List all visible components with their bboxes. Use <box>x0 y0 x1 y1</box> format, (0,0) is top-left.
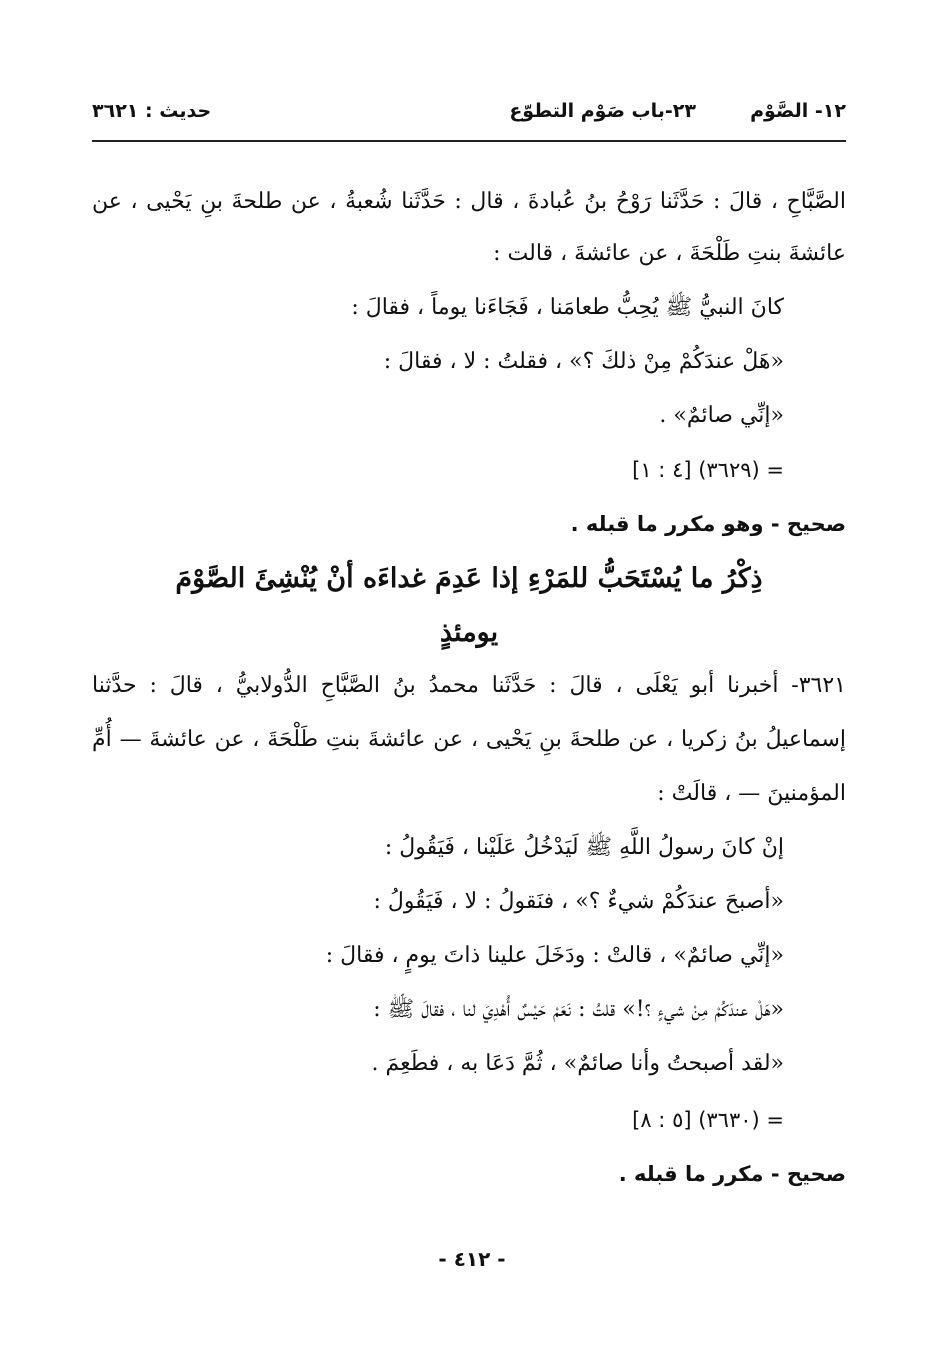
quote-line: «إنِّي صائمٌ» . <box>659 403 784 428</box>
hadith-number: حديث : ٣٦٢١ <box>92 100 212 122</box>
chapter-heading: ذِكْرُ ما يُسْتَحَبُّ للمَرْءِ إذا عَدِمَ غداءَه أنْ يُنْشِئَ الصَّوْمَ <box>175 563 763 594</box>
quote-line: «أصبحَ عندَكُمْ شيءٌ ؟» ، فنَقولُ : لا ، فَيَقُولُ : <box>373 889 784 914</box>
page-number: - ٤١٢ - <box>438 1247 506 1271</box>
section-title: ٢٣-باب صَوْم التطوّع <box>509 100 696 122</box>
quote-line: إنْ كانَ رسولُ اللَّهِ ﷺ لَيَدْخُلُ عَلَيْنا ، فَيَقُولُ : <box>384 835 784 860</box>
quote-line: «هَلْ عندَكُمْ مِنْ شيءٍ ؟!» قلتُ : نَعَمْ حَيْسٌ أُهْدِيَ لنا ، فقالَ ﷺ : <box>373 997 784 1022</box>
quote-line: «هَلْ عندَكُمْ مِنْ ذلكَ ؟» ، فقلتُ : لا ، فقالَ : <box>383 349 784 374</box>
hadith-grade: صحيح - وهو مكرر ما قبله . <box>570 512 846 536</box>
text-line: عائشةَ بنتِ طَلْحَةَ ، عن عائشةَ ، قالت : <box>493 241 846 266</box>
text-line: الصَّبَّاحِ ، قالَ : حَدَّثَنا رَوْحُ بنُ عُبادةَ ، قال : حَدَّثَنا شُعبةُ ، عن طلحةَ بنِ يَحْيى ، عن <box>92 189 846 214</box>
chapter-heading-continued: يومئذٍ <box>439 617 499 648</box>
cross-reference: = (٣٦٢٩) [٤ : ١] <box>632 458 784 482</box>
header-divider <box>92 140 846 142</box>
text-line: إسماعيلُ بنُ زكريا ، عن طلحةَ بنِ يَحْيى ، عن عائشةَ بنتِ طَلْحَةَ ، عن عائشةَ — أُمِّ <box>92 727 846 752</box>
quote-line: «إنِّي صائمٌ» ، قالتْ : ودَخَلَ علينا ذاتَ يومٍ ، فقالَ : <box>325 943 784 968</box>
hadith-grade: صحيح - مكرر ما قبله . <box>618 1162 846 1186</box>
quote-line: «لقد أصبحتُ وأنا صائمٌ» ، ثُمَّ دَعَا به ، فطَعِمَ . <box>371 1051 784 1076</box>
cross-reference: = (٣٦٣٠) [٥ : ٨] <box>632 1108 784 1132</box>
text-line: ٣٦٢١- أخبرنا أبو يَعْلَى ، قالَ : حَدَّثَنا محمدُ بنُ الصَّبَّاحِ الدُّولابيُّ ، قالَ : حدَّثنا <box>92 673 846 698</box>
chapter-title: ١٢- الصَّوْم <box>750 100 846 122</box>
quote-line: كانَ النبيُّ ﷺ يُحِبُّ طعامَنا ، فَجَاءَنا يوماً ، فقالَ : <box>351 295 784 320</box>
running-header <box>92 96 846 132</box>
text-line: المؤمنينَ — ، قالَتْ : <box>657 781 846 806</box>
